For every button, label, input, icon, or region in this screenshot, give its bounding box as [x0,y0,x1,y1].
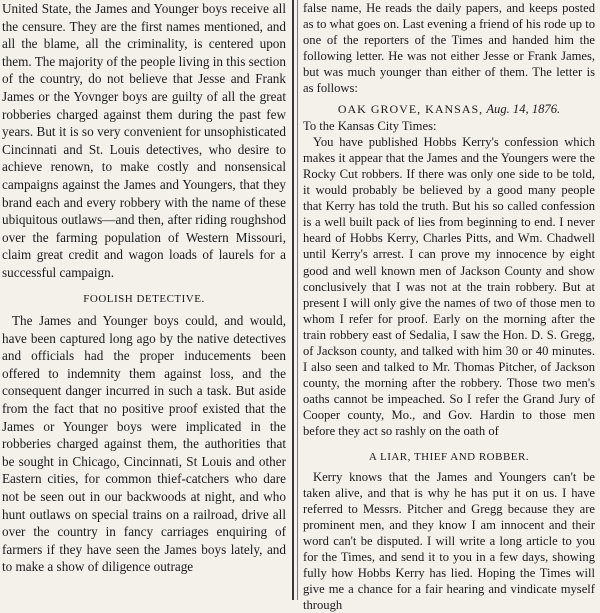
column-rule-thin [297,0,298,600]
dateline-place: OAK GROVE, KANSAS, [337,101,484,116]
article-paragraph: United State, the James and Younger boys receive all the censure. They are the first names mentioned, and all the blame, all the criminality, is centered upon them. The majority of the people living in this section of the country, do not believe that Jesse and Frank James or the Yovnger boys are guilty of all the great robberies charged against them during the past few years. But it is so very convenient for unsophisticated Cincinnati and St. Louis detectives, who desire to achieve renown, to make costly and nonsensical campaigns against the James and Youngers, that they brand each and every robbery with the name of these ubiquitous outlaws—and then, after riding roughshod over the farming population of Western Missouri, claim great credit and wagon loads of laurels for a successful campaign. [2,1,286,280]
letter-dateline [303,101,595,117]
section-heading: FOOLISH DETECTIVE. [83,292,205,305]
letter-paragraph: You have published Hobbs Kerry's confession which makes it appear that the James and the Youngers were the Rocky Cut robbers. If there was only one side to be told, it would probably be believed by a good many people that Kerry has told the truth. But his so called confession is a well built pack of lies from beginning to end. I never heard of Hobbs Kerry, Charles Pitts, and Wm. Chadwell until Kerry's arrest. I can prove my innocence by eight good and well known men of Jackson County and show conclusively that I was not at the train robbery. But at present I will only give the names of two of those men to whom I refer for proof. Early on the morning after the train robbery east of Sedalia, I saw the Hon. D. S. Gregg, of Jackson county, and talked with him 30 or 40 minutes. I also seen and talked to Mr. Thomas Pitcher, of Jackson county, the morning after the robbery. Those two men's oaths cannot be impeached. So I refer the Grand Jury of Cooper county, Mo., and Gov. Hardin to those men before they act so rashly on the oath of [303,134,595,439]
letter-salutation: To the Kansas City Times: [303,118,437,133]
column-rule [292,0,294,600]
article-paragraph: Kerry knows that the James and Youngers can't be taken alive, and that is why he has put it on us. I have referred to Messrs. Pitcher and Gregg because they are prominent men, and they know I am innocent and their word can't be disputed. I will write a long article to you for the Times, and send it to you in a few days, showing fully how Hobbs Kerry has lied. Hoping the Times will give me a chance for a fair hearing and vindicate myself through [303,469,595,613]
left-column [2,0,286,600]
section-heading: A LIAR, THIEF AND ROBBER. [368,450,530,463]
article-paragraph: The James and Younger boys could, and would, have been captured long ago by the native detectives and officials had the proper inducements been offered to indemnity them against loss, and the consequent danger incurred in such a task. But aside from the fact that no positive proof existed that the James or Younger boys were implicated in the robberies charged against them, the authorities that be sought in Chicago, Cincinnati, St Louis and other Eastern cities, for common thief-catchers who dare not be seen out in our backwoods at night, and who hunt outlaws on special trains on a railroad, drive all over the country in fancy carriages enquiring of farmers if they have seen the James boys lately, and to make a show of diligence outrage [2,313,286,575]
dateline-date: Aug. 14, 1876. [486,101,561,116]
article-paragraph: false name, He reads the daily papers, and keeps posted as to what goes on. Last evening a friend of his rode up to one of the reporters of the Times and handed him the following letter. He was not either Jesse or Frank James, but was much younger than either of them. The letter is as follows: [303,1,595,96]
right-column [303,0,595,613]
